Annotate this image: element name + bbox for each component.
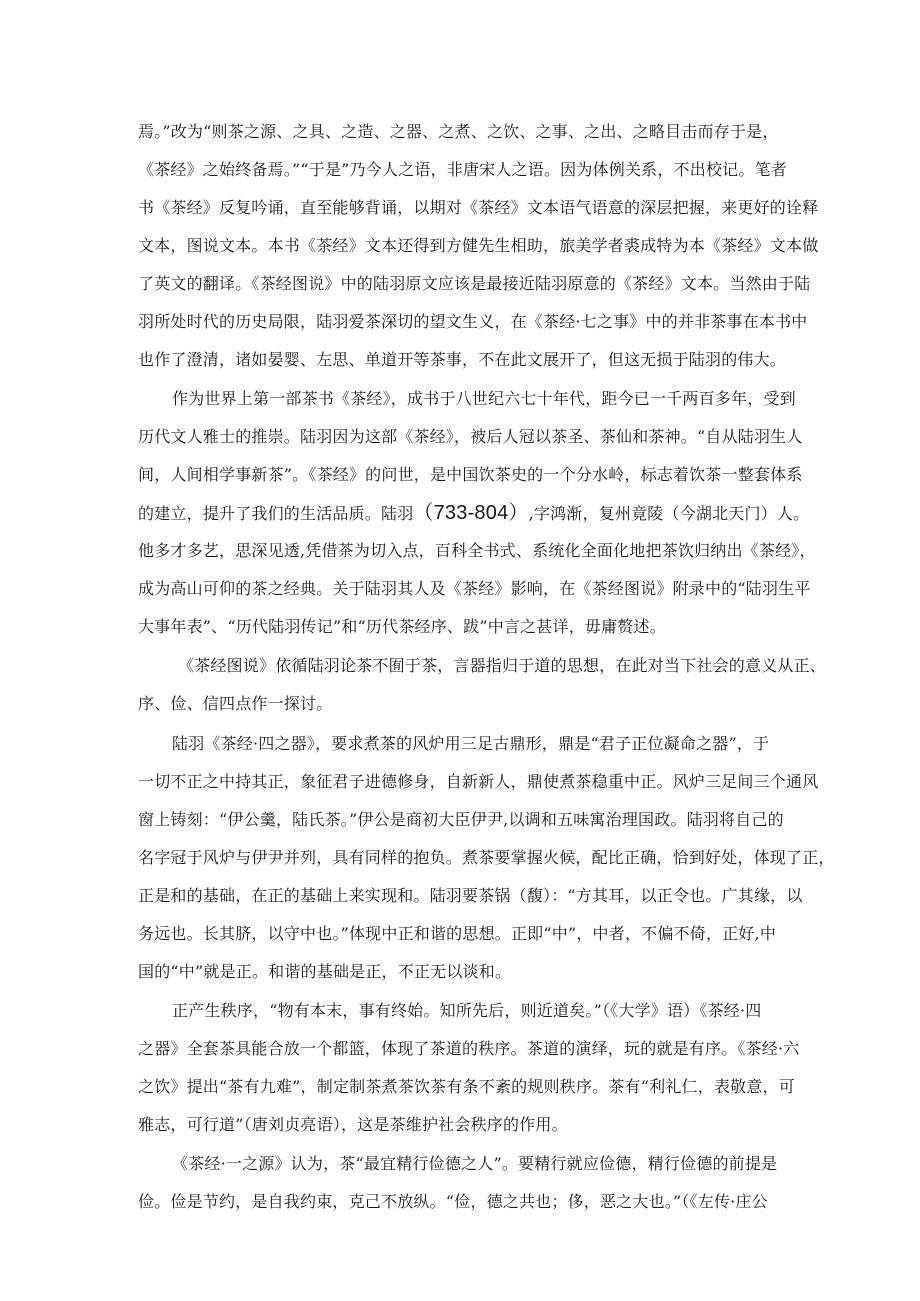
- p3-line-1: 《茶经图说》依循陆羽论茶不囿于茶，言器指归于道的思想，在此对当下社会的意义从正、: [178, 656, 827, 675]
- p4-line-1: 陆羽《茶经·四之器》，要求煮茶的风炉用三足古鼎形，鼎是“君子正位凝命之器”，于: [172, 734, 770, 753]
- p4-line-4: 名字冠于风炉与伊尹并列，具有同样的抱负。煮茶要掌握火候，配比正确，恰到好处，体现了正，: [138, 848, 835, 867]
- p5-line-4: 雅志，可行道”（唐刘贞亮语），这是茶维护社会秩序的作用。: [138, 1115, 568, 1134]
- p4-line-3: 窗上铸刻：“伊公羹，陆氏茶。”伊公是商初大臣伊尹,以调和五味寓治理国政。陆羽将自己的: [138, 810, 784, 829]
- p1-line-1: 焉。”改为“则茶之源、之具、之造、之器、之煮、之饮、之事、之出、之略目击而存于是，: [138, 122, 779, 141]
- p2-line-4: [138, 503, 809, 524]
- p4-line-5: 正是和的基础，在正的基础上来实现和。陆羽要茶锅（馥）：“方其耳，以正令也。广其缘，以: [138, 886, 803, 905]
- p2-line-4-rest: ,字鸿渐，复州竟陵（今湖北天门）人。: [528, 504, 810, 523]
- p2-line-6: 成为高山可仰的茶之经典。关于陆羽其人及《茶经》影响，在《茶经图说》附录中的“陆羽生平: [138, 579, 811, 598]
- p6-line-1: 《茶经·一之源》认为，茶“最宜精行俭德之人”。要精行就应俭德，精行俭德的前提是: [172, 1154, 778, 1173]
- p5-line-3: 之饮》提出“茶有九难”，制定制茶煮茶饮茶有条不紊的规则秩序。茶有“利礼仁，表敬意，可: [138, 1077, 795, 1096]
- p2-line-5: 他多才多艺，思深见透,凭借茶为切入点，百科全书式、系统化全面化地把茶饮归纳出《茶经》，: [138, 541, 816, 560]
- p4-line-6: 务远也。长其脐，以守中也。”体现中正和谐的思想。正即“中”，中者，不偏不倚，正好,中: [138, 924, 777, 943]
- p2-line-4-text: 的建立，提升了我们的生活品质。陆羽: [138, 504, 414, 523]
- p2-line-7: 大事年表”、“历代陆羽传记”和“历代茶经序、跋”中言之甚详，毋庸赘述。: [138, 617, 666, 636]
- p1-line-2: 《茶经》之始终备焉。”“于是”乃今人之语，非唐宋人之语。因为体例关系，不出校记。笔者: [138, 160, 787, 179]
- p2-line-2: 历代文人雅士的推崇。陆羽因为这部《茶经》，被后人冠以茶圣、茶仙和茶神。“自从陆羽生人: [138, 427, 803, 446]
- p1-line-5: 了英文的翻译。《茶经图说》中的陆羽原文应该是最接近陆羽原意的《茶经》文本。当然由于陆: [138, 274, 811, 293]
- p4-line-7: 国的“中”就是正。和谐的基础是正，不正无以谈和。: [138, 962, 512, 981]
- p4-line-2: 一切不正之中持其正，象征君子进德修身，自新新人，鼎使煮茶稳重中正。风炉三足间三个通风: [138, 772, 819, 791]
- p3-line-2: 序、俭、信四点作一探讨。: [138, 694, 333, 713]
- p1-line-6: 羽所处时代的历史局限，陆羽爱茶深切的望文生义，在《茶经·七之事》中的并非茶事在本书中: [138, 312, 808, 331]
- p2-line-1: 作为世界上第一部茶书《茶经》，成书于八世纪六七十年代，距今已一千两百多年，受到: [172, 389, 796, 408]
- p1-line-7: 也作了澄清，诸如晏婴、左思、单道开等茶事，不在此文展开了，但这无损于陆羽的伟大。: [138, 350, 787, 369]
- p1-line-4: 文本，图说文本。本书《茶经》文本还得到方健先生相助，旅美学者裘成特为本《茶经》文本做: [138, 236, 819, 255]
- p2-line-3: 间，人间相学事新茶”。《茶经》的问世，是中国饮茶史的一个分水岭，标志着饮茶一整套体系: [138, 465, 803, 484]
- lu-yu-years: （733-804）: [413, 502, 529, 524]
- p5-line-2: 之器》全套茶具能合放一个都篮，体现了茶道的秩序。茶道的演绎，玩的就是有序。《茶经·六: [138, 1039, 800, 1058]
- p6-line-2: 俭。俭是节约，是自我约束，克己不放纵。“俭，德之共也；侈，恶之大也。”（《左传·庄公: [138, 1192, 768, 1211]
- p5-line-1: 正产生秩序，“物有本末，事有终始。知所先后，则近道矣。”（《大学》语）《茶经·四: [172, 1001, 762, 1020]
- p1-line-3: 书《茶经》反复吟诵，直至能够背诵，以期对《茶经》文本语气语意的深层把握，来更好的诠释: [138, 198, 819, 217]
